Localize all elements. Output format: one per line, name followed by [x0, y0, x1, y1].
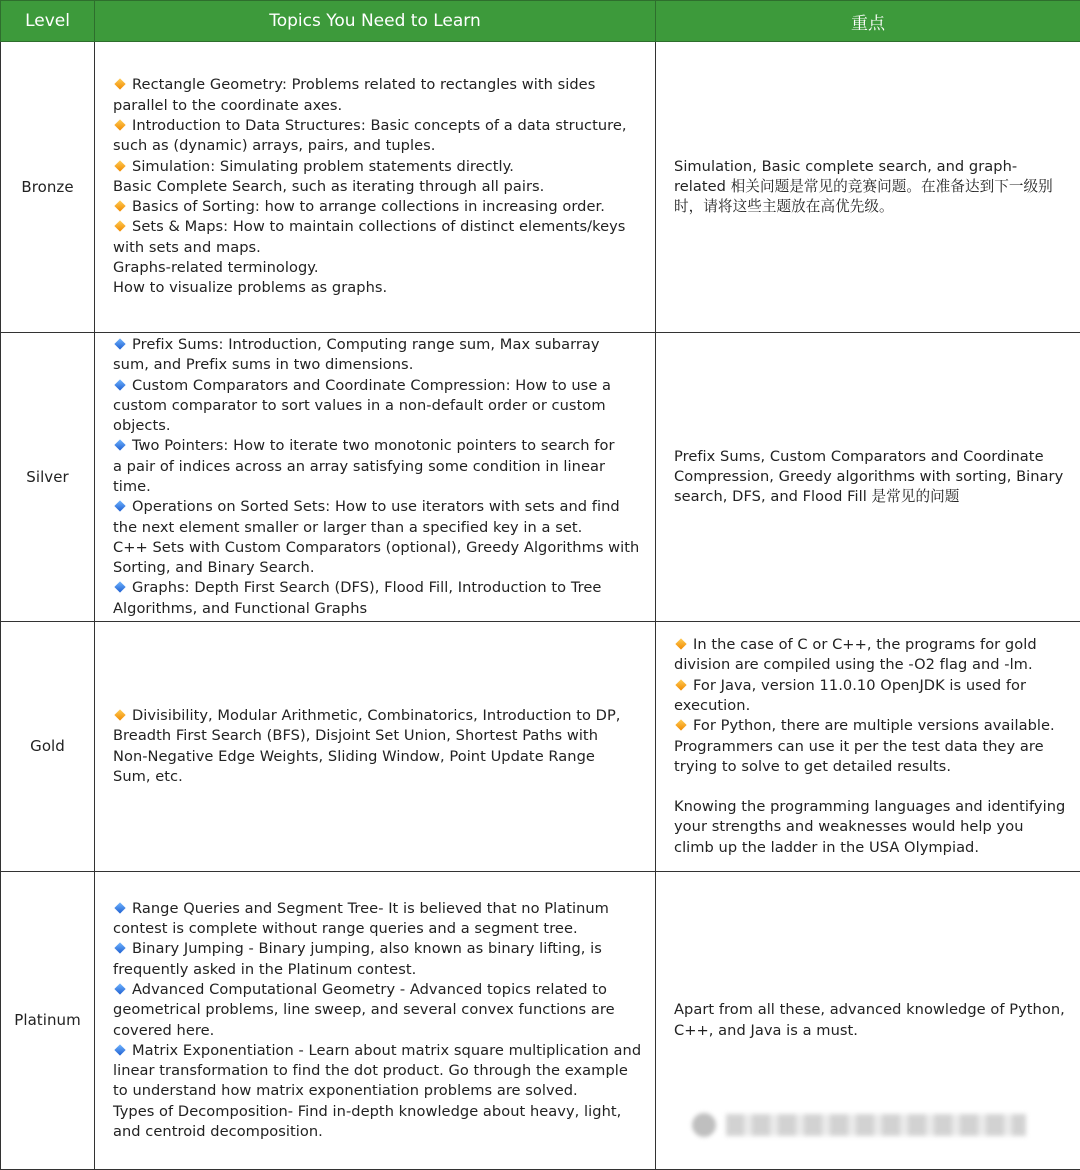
orange-diamond-bullet-icon [114, 709, 125, 720]
topic-line: covered here. [113, 1021, 651, 1041]
focus-line: Simulation, Basic complete search, and graph- [674, 157, 1076, 177]
topics-cell [95, 872, 656, 1170]
topic-line: Sum, etc. [113, 767, 651, 787]
topic-line: the next element smaller or larger than a specified key in a set. [113, 518, 651, 538]
topic-line: custom comparator to sort values in a non-default order or custom [113, 396, 651, 416]
topic-line: Rectangle Geometry: Problems related to rectangles with sides [113, 75, 651, 95]
header-level: Level [1, 1, 95, 42]
blue-diamond-bullet-icon [114, 440, 125, 451]
topic-line: Non-Negative Edge Weights, Sliding Window, Point Update Range [113, 747, 651, 767]
topic-line: geometrical problems, line sweep, and several convex functions are [113, 1000, 651, 1020]
blurred-watermark [692, 1108, 1044, 1142]
topic-line: Introduction to Data Structures: Basic concepts of a data structure, [113, 116, 651, 136]
table-row-gold [1, 622, 1080, 872]
topic-line: Custom Comparators and Coordinate Compression: How to use a [113, 376, 651, 396]
header-focus: 重点 [656, 1, 1080, 42]
topic-line: Algorithms, and Functional Graphs [113, 599, 651, 619]
focus-cell [656, 333, 1080, 622]
orange-diamond-bullet-icon [114, 79, 125, 90]
focus-line: search, DFS, and Flood Fill 是常见的问题 [674, 487, 1076, 507]
topic-line: Binary Jumping - Binary jumping, also known as binary lifting, is [113, 939, 651, 959]
blue-diamond-bullet-icon [114, 582, 125, 593]
focus-line: related 相关问题是常见的竞赛问题。在准备达到下一级别 [674, 177, 1076, 197]
topic-line: Simulation: Simulating problem statements directly. [113, 157, 651, 177]
focus-line: Compression, Greedy algorithms with sorting, Binary [674, 467, 1076, 487]
topic-line: Prefix Sums: Introduction, Computing range sum, Max subarray [113, 335, 651, 355]
topics-cell [95, 42, 656, 333]
topic-line: Operations on Sorted Sets: How to use iterators with sets and find [113, 497, 651, 517]
topic-line: with sets and maps. [113, 238, 651, 258]
topic-line: Sorting, and Binary Search. [113, 558, 651, 578]
focus-line: For Python, there are multiple versions available. [674, 716, 1076, 736]
topic-line: such as (dynamic) arrays, pairs, and tuples. [113, 136, 651, 156]
blurred-avatar-icon [692, 1113, 716, 1137]
topic-line: How to visualize problems as graphs. [113, 278, 651, 298]
orange-diamond-bullet-icon [114, 200, 125, 211]
focus-line: In the case of C or C++, the programs for gold [674, 635, 1076, 655]
focus-line: Prefix Sums, Custom Comparators and Coordinate [674, 447, 1076, 467]
topic-line: linear transformation to find the dot product. Go through the example [113, 1061, 651, 1081]
topic-line: Basic Complete Search, such as iterating through all pairs. [113, 177, 651, 197]
topic-line: Sets & Maps: How to maintain collections of distinct elements/keys [113, 217, 651, 237]
orange-diamond-bullet-icon [675, 720, 686, 731]
focus-line: trying to solve to get detailed results. [674, 757, 1076, 777]
topic-line: contest is complete without range queries and a segment tree. [113, 919, 651, 939]
focus-line: 时，请将这些主题放在高优先级。 [674, 197, 1076, 217]
orange-diamond-bullet-icon [114, 221, 125, 232]
topic-line: sum, and Prefix sums in two dimensions. [113, 355, 651, 375]
topic-line: Advanced Computational Geometry - Advanced topics related to [113, 980, 651, 1000]
orange-diamond-bullet-icon [114, 160, 125, 171]
focus-line: your strengths and weaknesses would help you [674, 817, 1076, 837]
blue-diamond-bullet-icon [114, 1044, 125, 1055]
focus-line: division are compiled using the -O2 flag and -lm. [674, 655, 1076, 675]
topic-line: Divisibility, Modular Arithmetic, Combinatorics, Introduction to DP, [113, 706, 651, 726]
level-cell: Platinum [1, 872, 95, 1170]
topic-line: a pair of indices across an array satisfying some condition in linear [113, 457, 651, 477]
topic-line: Breadth First Search (BFS), Disjoint Set Union, Shortest Paths with [113, 726, 651, 746]
header-topics: Topics You Need to Learn [95, 1, 656, 42]
focus-line: climb up the ladder in the USA Olympiad. [674, 838, 1076, 858]
topic-line: Basics of Sorting: how to arrange collections in increasing order. [113, 197, 651, 217]
focus-line: Programmers can use it per the test data they are [674, 737, 1076, 757]
topic-line: Two Pointers: How to iterate two monotonic pointers to search for [113, 436, 651, 456]
orange-diamond-bullet-icon [675, 638, 686, 649]
blue-diamond-bullet-icon [114, 902, 125, 913]
topic-line: Graphs: Depth First Search (DFS), Flood Fill, Introduction to Tree [113, 578, 651, 598]
topics-cell [95, 333, 656, 622]
blue-diamond-bullet-icon [114, 983, 125, 994]
topic-line: frequently asked in the Platinum contest. [113, 960, 651, 980]
focus-cell [656, 622, 1080, 872]
level-cell: Silver [1, 333, 95, 622]
orange-diamond-bullet-icon [675, 679, 686, 690]
blue-diamond-bullet-icon [114, 379, 125, 390]
focus-line: execution. [674, 696, 1076, 716]
topic-line: Graphs-related terminology. [113, 258, 651, 278]
blurred-text [726, 1114, 1026, 1136]
topic-line: Range Queries and Segment Tree- It is believed that no Platinum [113, 899, 651, 919]
blue-diamond-bullet-icon [114, 501, 125, 512]
topic-line: to understand how matrix exponentiation problems are solved. [113, 1081, 651, 1101]
blue-diamond-bullet-icon [114, 943, 125, 954]
level-cell: Gold [1, 622, 95, 872]
topic-line: parallel to the coordinate axes. [113, 96, 651, 116]
table-row-silver [1, 333, 1080, 622]
focus-line: For Java, version 11.0.10 OpenJDK is used for [674, 676, 1076, 696]
focus-line: Knowing the programming languages and identifying [674, 797, 1076, 817]
topic-line: Matrix Exponentiation - Learn about matrix square multiplication and [113, 1041, 651, 1061]
topic-line: objects. [113, 416, 651, 436]
paragraph-gap [674, 777, 1076, 797]
level-cell: Bronze [1, 42, 95, 333]
topic-line: C++ Sets with Custom Comparators (optional), Greedy Algorithms with [113, 538, 651, 558]
topic-line: Types of Decomposition- Find in-depth knowledge about heavy, light, [113, 1102, 651, 1122]
orange-diamond-bullet-icon [114, 119, 125, 130]
focus-cell [656, 42, 1080, 333]
focus-line: Apart from all these, advanced knowledge of Python, [674, 1000, 1076, 1020]
topics-cell [95, 622, 656, 872]
focus-line: C++, and Java is a must. [674, 1021, 1076, 1041]
header-row [1, 1, 1080, 42]
table-row-bronze [1, 42, 1080, 333]
blue-diamond-bullet-icon [114, 338, 125, 349]
topic-line: and centroid decomposition. [113, 1122, 651, 1142]
topic-line: time. [113, 477, 651, 497]
